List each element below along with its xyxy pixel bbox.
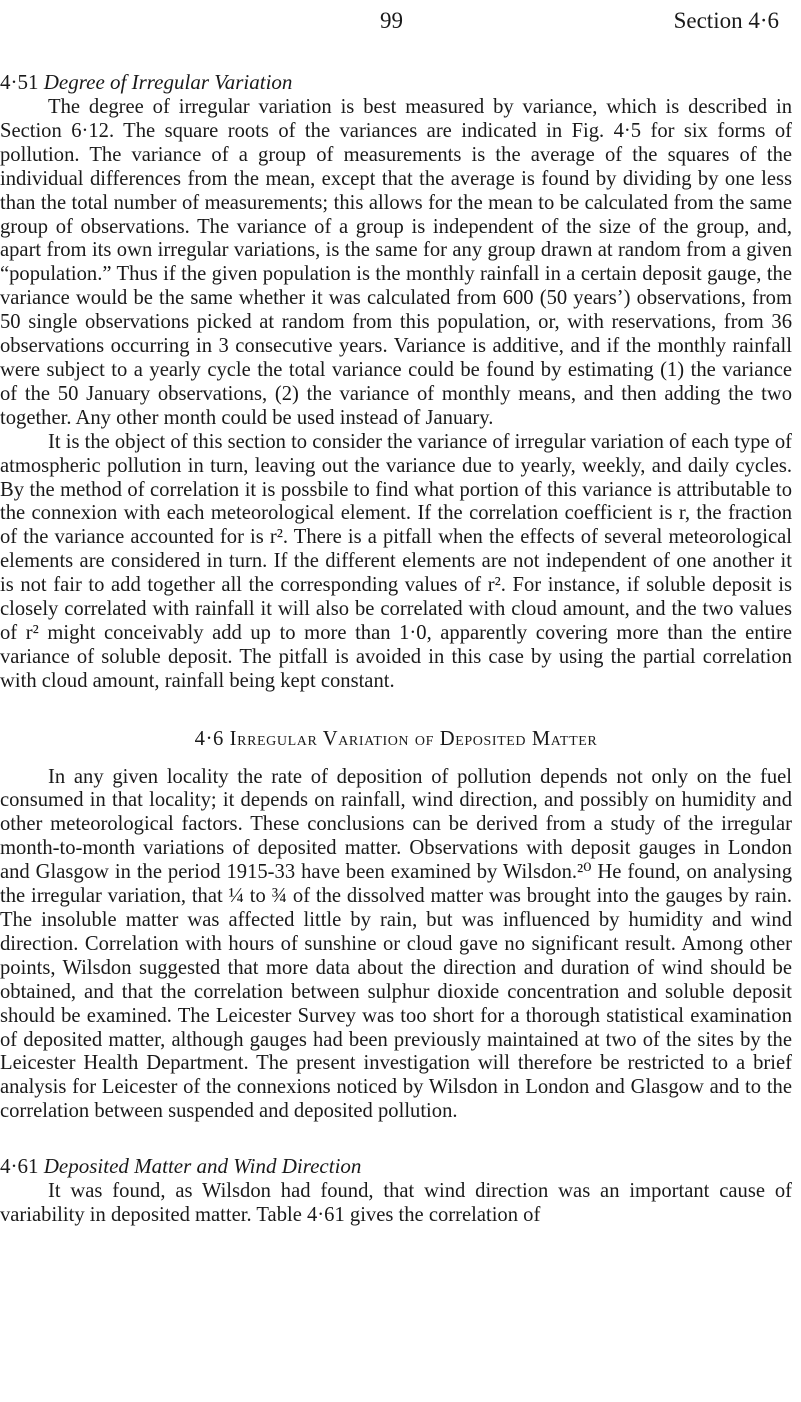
section-heading-46: 4·6 Irregular Variation of Deposited Matter	[194, 727, 598, 750]
page-number: 99	[380, 8, 403, 33]
page-header	[0, 8, 801, 38]
subsection-heading-461	[0, 1154, 792, 1178]
paragraph-wind-direction: It was found, as Wilsdon had found, that wind direction was an important cause of variability in deposited matter. Table 4·61 gives the correlation of	[0, 1180, 792, 1227]
paragraph-irregular-correlation: It is the object of this section to consider the variance of irregular variation of each type of atmospheric pollution in turn, leaving out the variance due to yearly, weekly, and daily cycles. By the method of correlation it is possbile to find what portion of this variance is attributable to the connexion with each meteorological element. If the correlation coefficient is r, the fraction of the variance accounted for is r². There is a pitfall when the effects of several meteorological elements are considered in turn. If the different elements are not independent of one another it is not fair to add together all the corresponding values of r². For instance, if soluble deposit is closely correlated with rainfall it will also be correlated with cloud amount, and the two values of r² might conceivably add up to more than 1·0, apparently covering more than the entire variance of soluble deposit. The pitfall is avoided in this case by using the partial correlation with cloud amount, rainfall being kept constant.	[0, 430, 792, 692]
subsection-number: 4·51	[0, 70, 39, 94]
subsection-title: Deposited Matter and Wind Direction	[43, 1154, 362, 1179]
paragraph-degree-variance: The degree of irregular variation is best measured by variance, which is described in Section 6·12. The square roots of the variances are indicated in Fig. 4·5 for six forms of pollution. The variance of a group of measurements is the average of the squares of the individual differences from the mean, except that the average is found by dividing by one less than the total number of measurements; this allows for the mean to be calculated from the same group of observations. The variance of a group is independent of the size of the group, and, apart from its own irregular variations, is the same for any group drawn at random from a given “population.” Thus if the given population is the monthly rainfall in a certain deposit gauge, the variance would be the same whether it was calculated from 600 (50 years’) observations, from 50 single observations picked at random from this population, or, with reservations, from 36 observations occurring in 3 consecutive years. Variance is additive, and if the monthly rainfall were subject to a yearly cycle the total variance could be found by estimating (1) the variance of the 50 January observations, (2) the variance of monthly means, and then adding the two together. Any other month could be used instead of January.	[0, 96, 792, 429]
running-section-label: Section 4·6	[673, 8, 779, 33]
paragraph-deposited-matter: In any given locality the rate of deposition of pollution depends not only on the fuel consumed in that locality; it depends on rainfall, wind direction, and possibly on humidity and other meteorological factors. These conclusions can be derived from a study of the irregular month-to-month variations of deposited matter. Observations with deposit gauges in London and Glasgow in the period 1915-33 have been examined by Wilsdon.²⁰ He found, on analysing the irregular variation, that ¼ to ¾ of the dissolved matter was brought into the gauges by rain. The insoluble matter was affected little by rain, but was influenced by humidity and wind direction. Correlation with hours of sunshine or cloud gave no significant result. Among other points, Wilsdon suggested that more data about the direction and duration of wind should be obtained, and that the correlation between sulphur dioxide concentration and soluble deposit should be examined. The Leicester Survey was too short for a thorough statistical examination of deposited matter, although gauges had been previously maintained at two of the sites by the Leicester Health Department. The present investigation will therefore be restricted to a brief analysis for Leicester of the connexions noticed by Wilsdon in London and Glasgow and to the correlation between suspended and deposited pollution.	[0, 765, 792, 1123]
subsection-heading-451	[0, 70, 792, 94]
page-content	[0, 70, 792, 1228]
subsection-number: 4·61	[0, 1154, 39, 1179]
subsection-title: Degree of Irregular Variation	[43, 70, 293, 94]
